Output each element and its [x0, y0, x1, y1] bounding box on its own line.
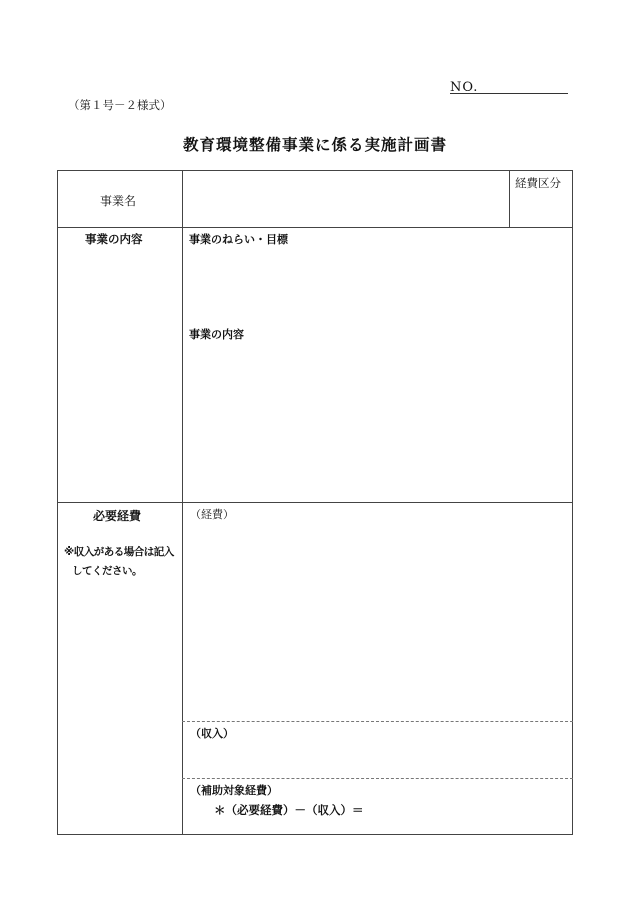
no-underline: [450, 93, 568, 94]
cost-label: （経費）: [190, 508, 234, 521]
row-divider-1: [58, 227, 573, 228]
income-label: （収入）: [190, 727, 234, 740]
content-label: 事業の内容: [85, 232, 143, 246]
subsidy-formula: ＊（必要経費）－（収入）＝: [214, 803, 364, 817]
no-label: NO.: [450, 80, 479, 95]
content-field[interactable]: [184, 343, 572, 500]
project-name-label: 事業名: [100, 194, 137, 208]
expense-category-divider: [509, 171, 510, 227]
income-note-line2: してください。: [72, 565, 142, 577]
content-sub-label: 事業の内容: [189, 328, 244, 341]
row-divider-2: [58, 502, 573, 503]
income-field[interactable]: [184, 742, 572, 776]
cost-field[interactable]: [184, 523, 572, 719]
subsidy-label: （補助対象経費）: [190, 784, 278, 797]
plan-table: [57, 170, 573, 835]
required-cost-label: 必要経費: [93, 509, 142, 523]
income-note-line1: ※収入がある場合は記入: [64, 546, 174, 558]
subsidy-divider: [182, 778, 573, 779]
income-divider: [182, 721, 573, 722]
project-name-field[interactable]: [184, 173, 507, 225]
aim-label: 事業のねらい・目標: [189, 233, 288, 246]
form-number-label: （第１号－２様式）: [68, 98, 172, 112]
expense-category-field[interactable]: [511, 193, 572, 225]
expense-category-label: 経費区分: [515, 176, 561, 190]
label-column-divider: [182, 171, 183, 835]
document-title: 教育環境整備事業に係る実施計画書: [182, 136, 447, 154]
aim-field[interactable]: [184, 247, 572, 323]
subsidy-field[interactable]: [368, 797, 572, 827]
